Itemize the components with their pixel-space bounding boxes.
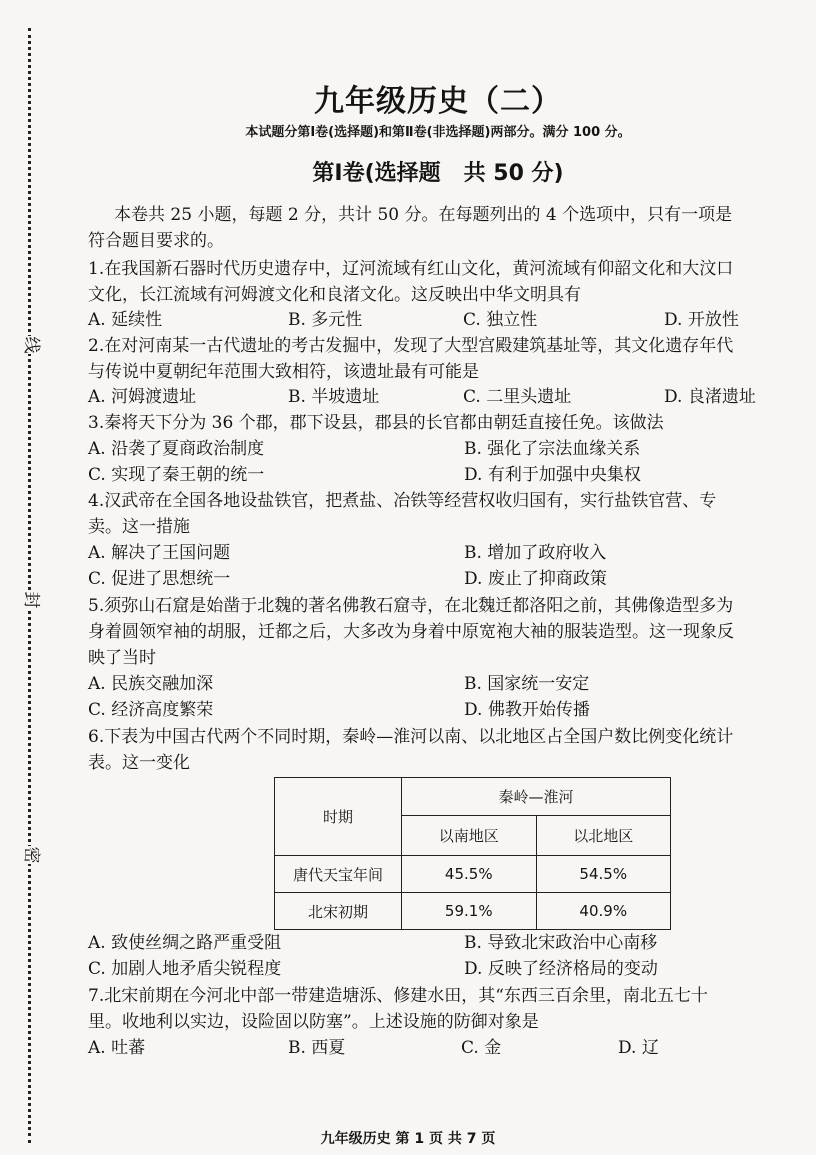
table-header-period: 时期 (275, 778, 402, 856)
table-header-group: 秦岭—淮河 (402, 778, 671, 816)
question-3-option-a: A. 沿袭了夏商政治制度 (88, 439, 265, 459)
binding-char-mi: 密 (21, 846, 41, 864)
question-1-option-a: A. 延续性 (88, 310, 163, 330)
question-1-option-b: B. 多元性 (288, 310, 363, 330)
question-1-option-c: C. 独立性 (463, 310, 538, 330)
question-4-line-1: 4.汉武帝在全国各地设盐铁官，把煮盐、冶铁等经营权收归国有，实行盐铁官营、专 (88, 491, 717, 511)
table-cell-south: 45.5% (402, 856, 537, 893)
question-6-option-a: A. 致使丝绸之路严重受阻 (88, 933, 282, 953)
question-3-option-c: C. 实现了秦王朝的统一 (88, 465, 265, 485)
question-6-line-2: 表。这一变化 (88, 753, 190, 773)
question-7-option-c: C. 金 (461, 1038, 502, 1058)
question-4-option-c: C. 促进了思想统一 (88, 569, 231, 589)
question-3-option-b: B. 强化了宗法血缘关系 (464, 439, 641, 459)
question-1-line-1: 1.在我国新石器时代历史遗存中，辽河流域有红山文化，黄河流域有仰韶文化和大汶口 (88, 259, 734, 279)
exam-title: 九年级历史（二） (314, 84, 562, 119)
question-5-option-c: C. 经济高度繁荣 (88, 700, 214, 720)
question-5-option-b: B. 国家统一安定 (464, 674, 590, 694)
question-2-option-d: D. 良渚遗址 (664, 387, 756, 407)
question-3-line-1: 3.秦将天下分为 36 个郡，郡下设县，郡县的长官都由朝廷直接任免。该做法 (88, 413, 664, 433)
question-4-option-d: D. 废止了抑商政策 (464, 569, 607, 589)
binding-margin (0, 0, 60, 1155)
table-row (275, 856, 671, 893)
question-6-option-d: D. 反映了经济格局的变动 (464, 959, 658, 979)
question-4-option-b: B. 增加了政府收入 (464, 543, 607, 563)
question-5-line-3: 映了当时 (88, 648, 156, 668)
question-5-line-2: 身着圆领窄袖的胡服，迁都之后，大多改为身着中原宽袍大袖的服装造型。这一现象反 (88, 622, 734, 642)
question-3-option-d: D. 有利于加强中央集权 (464, 465, 641, 485)
question-2-option-a: A. 河姆渡遗址 (88, 387, 197, 407)
page-footer: 九年级历史 第 1 页 共 7 页 (320, 1131, 496, 1147)
question-4-option-a: A. 解决了王国问题 (88, 543, 231, 563)
question-2-option-c: C. 二里头遗址 (463, 387, 572, 407)
question-6-line-1: 6.下表为中国古代两个不同时期，秦岭—淮河以南、以北地区占全国户数比例变化统计 (88, 727, 734, 747)
table-cell-south: 59.1% (402, 893, 537, 930)
table-cell-period: 北宋初期 (275, 893, 402, 930)
question-6-option-c: C. 加剧人地矛盾尖锐程度 (88, 959, 282, 979)
instructions-line-1: 本卷共 25 小题，每题 2 分，共计 50 分。在每题列出的 4 个选项中，只有一项是 (114, 205, 733, 225)
table-cell-north: 54.5% (536, 856, 671, 893)
household-ratio-table (274, 777, 671, 930)
question-2-option-b: B. 半坡遗址 (288, 387, 380, 407)
binding-char-feng: 封 (21, 591, 41, 609)
question-7-option-a: A. 吐蕃 (88, 1038, 146, 1058)
table-row (275, 893, 671, 930)
question-7-line-1: 7.北宋前期在今河北中部一带建造塘泺、修建水田，其“东西三百余里，南北五七十 (88, 986, 708, 1006)
question-7-line-2: 里。收地利以实边，设险固以防塞”。上述设施的防御对象是 (88, 1012, 539, 1032)
question-5-option-d: D. 佛教开始传播 (464, 700, 590, 720)
table-cell-period: 唐代天宝年间 (275, 856, 402, 893)
binding-char-xian: 线 (21, 336, 41, 354)
question-2-line-2: 与传说中夏朝纪年范围大致相符，该遗址最有可能是 (88, 362, 479, 382)
exam-subtitle: 本试题分第Ⅰ卷(选择题)和第Ⅱ卷(非选择题)两部分。满分 100 分。 (245, 125, 631, 140)
question-2-line-1: 2.在对河南某一古代遗址的考古发掘中，发现了大型宫殿建筑基址等，其文化遗存年代 (88, 336, 734, 356)
table-header-north: 以北地区 (536, 816, 671, 856)
question-1-line-2: 文化，长江流域有河姆渡文化和良渚文化。这反映出中华文明具有 (88, 285, 581, 305)
table-cell-north: 40.9% (536, 893, 671, 930)
question-4-line-2: 卖。这一措施 (88, 517, 190, 537)
dotted-cut-line (28, 28, 31, 1143)
question-7-option-b: B. 西夏 (288, 1038, 346, 1058)
question-1-option-d: D. 开放性 (664, 310, 739, 330)
question-6-option-b: B. 导致北宋政治中心南移 (464, 933, 658, 953)
instructions-line-2: 符合题目要求的。 (88, 231, 224, 251)
table-header-south: 以南地区 (402, 816, 537, 856)
question-7-option-d: D. 辽 (618, 1038, 659, 1058)
part-heading: 第Ⅰ卷(选择题 共 50 分) (312, 161, 564, 186)
question-5-line-1: 5.须弥山石窟是始凿于北魏的著名佛教石窟寺，在北魏迁都洛阳之前，其佛像造型多为 (88, 596, 734, 616)
question-5-option-a: A. 民族交融加深 (88, 674, 214, 694)
